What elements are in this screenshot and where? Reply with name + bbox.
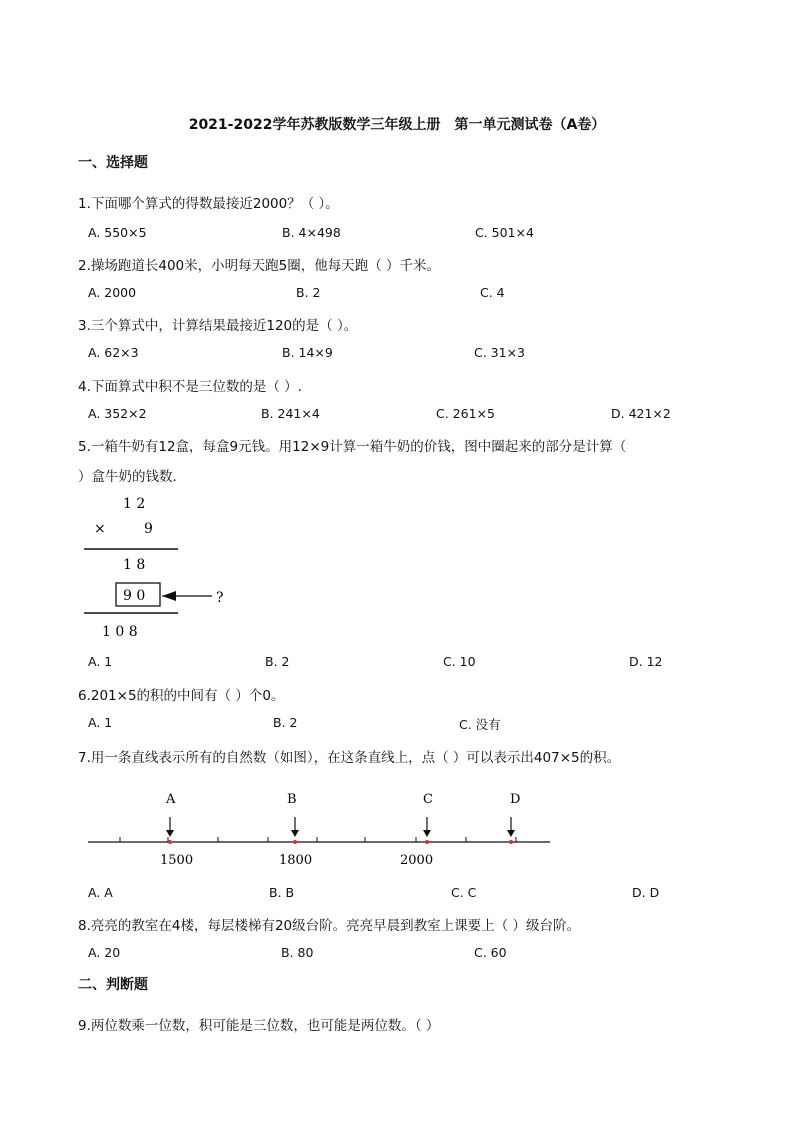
point-d-arrow-icon	[507, 830, 515, 837]
mult-boxed: 9 0	[123, 588, 146, 604]
page-title: 2021-2022学年苏教版数学三年级上册 第一单元测试卷（A卷）	[188, 117, 606, 133]
question-4: 4.下面算式中积不是三位数的是（ ）.	[78, 379, 302, 395]
arrow-label: ?	[216, 590, 224, 606]
question-3: 3.三个算式中，计算结果最接近120的是（ ）。	[78, 318, 358, 334]
point-a-arrow-icon	[166, 830, 174, 837]
q7-option-c: C. C	[451, 885, 477, 900]
point-a-dot	[168, 840, 172, 844]
q6-option-a: A. 1	[88, 715, 113, 730]
q2-option-b: B. 2	[296, 285, 321, 300]
q2-option-c: C. 4	[480, 285, 505, 300]
vertical-multiplication-figure	[78, 490, 258, 640]
question-9: 9.两位数乘一位数，积可能是三位数，也可能是两位数。（ ）	[78, 1018, 440, 1034]
q8-option-a: A. 20	[88, 945, 121, 960]
question-1: 1.下面哪个算式的得数最接近2000？（ ）。	[78, 196, 339, 212]
q7-option-d: D. D	[632, 885, 660, 900]
question-5: 5.一箱牛奶有12盒，每盒9元钱。用12×9计算一箱牛奶的价钱，图中圈起来的部分是计算（	[78, 439, 627, 455]
mult-result: 1 0 8	[102, 624, 138, 640]
section-judge: 二、判断题	[78, 977, 148, 993]
q3-option-b: B. 14×9	[282, 345, 333, 360]
arrow-head-icon	[162, 591, 176, 601]
point-c-label: C	[423, 792, 433, 807]
question-6: 6.201×5的积的中间有（ ）个0。	[78, 688, 285, 704]
mult-sign: ×	[94, 521, 106, 537]
section-choice: 一、选择题	[78, 155, 148, 171]
point-b-label: B	[287, 792, 297, 807]
q5-option-d: D. 12	[629, 654, 663, 669]
q6-option-b: B. 2	[273, 715, 298, 730]
q1-option-b: B. 4×498	[282, 225, 341, 240]
point-d-label: D	[510, 792, 521, 807]
q7-option-b: B. B	[269, 885, 295, 900]
point-b-arrow-icon	[291, 830, 299, 837]
point-c-arrow-icon	[423, 830, 431, 837]
mult-row1: 1 2	[123, 496, 146, 512]
tick-label-2000: 2000	[400, 853, 434, 868]
q4-option-c: C. 261×5	[436, 406, 495, 421]
q7-option-a: A. A	[88, 885, 113, 900]
q8-option-b: B. 80	[281, 945, 314, 960]
q4-option-a: A. 352×2	[88, 406, 147, 421]
q3-option-a: A. 62×3	[88, 345, 139, 360]
question-5-continued: ）盒牛奶的钱数.	[78, 469, 177, 485]
q4-option-b: B. 241×4	[261, 406, 320, 421]
q4-option-d: D. 421×2	[611, 406, 671, 421]
q3-option-c: C. 31×3	[474, 345, 526, 360]
tick-label-1800: 1800	[279, 853, 313, 868]
mult-row3: 1 8	[123, 557, 146, 573]
number-line-ticks	[120, 837, 516, 842]
mult-row2: 9	[144, 521, 153, 537]
q8-option-c: C. 60	[474, 945, 507, 960]
q1-option-c: C. 501×4	[475, 225, 534, 240]
tick-label-1500: 1500	[160, 853, 194, 868]
point-a-label: A	[166, 792, 176, 807]
question-2: 2.操场跑道长400米，小明每天跑5圈，他每天跑（ ）千米。	[78, 258, 441, 274]
q5-option-b: B. 2	[265, 654, 290, 669]
q6-option-c: C. 没有	[459, 717, 501, 732]
point-b-dot	[293, 840, 297, 844]
point-d-dot	[509, 840, 513, 844]
question-7: 7.用一条直线表示所有的自然数（如图），在这条直线上，点（ ）可以表示出407×5的积。	[78, 750, 621, 766]
point-c-dot	[425, 840, 429, 844]
q5-option-c: C. 10	[443, 654, 476, 669]
question-8: 8.亮亮的教室在4楼，每层楼梯有20级台阶。亮亮早晨到教室上课要上（ ）级台阶。	[78, 918, 580, 934]
q5-option-a: A. 1	[88, 654, 113, 669]
q2-option-a: A. 2000	[88, 285, 137, 300]
q1-option-a: A. 550×5	[88, 225, 147, 240]
number-line-figure	[80, 785, 560, 875]
